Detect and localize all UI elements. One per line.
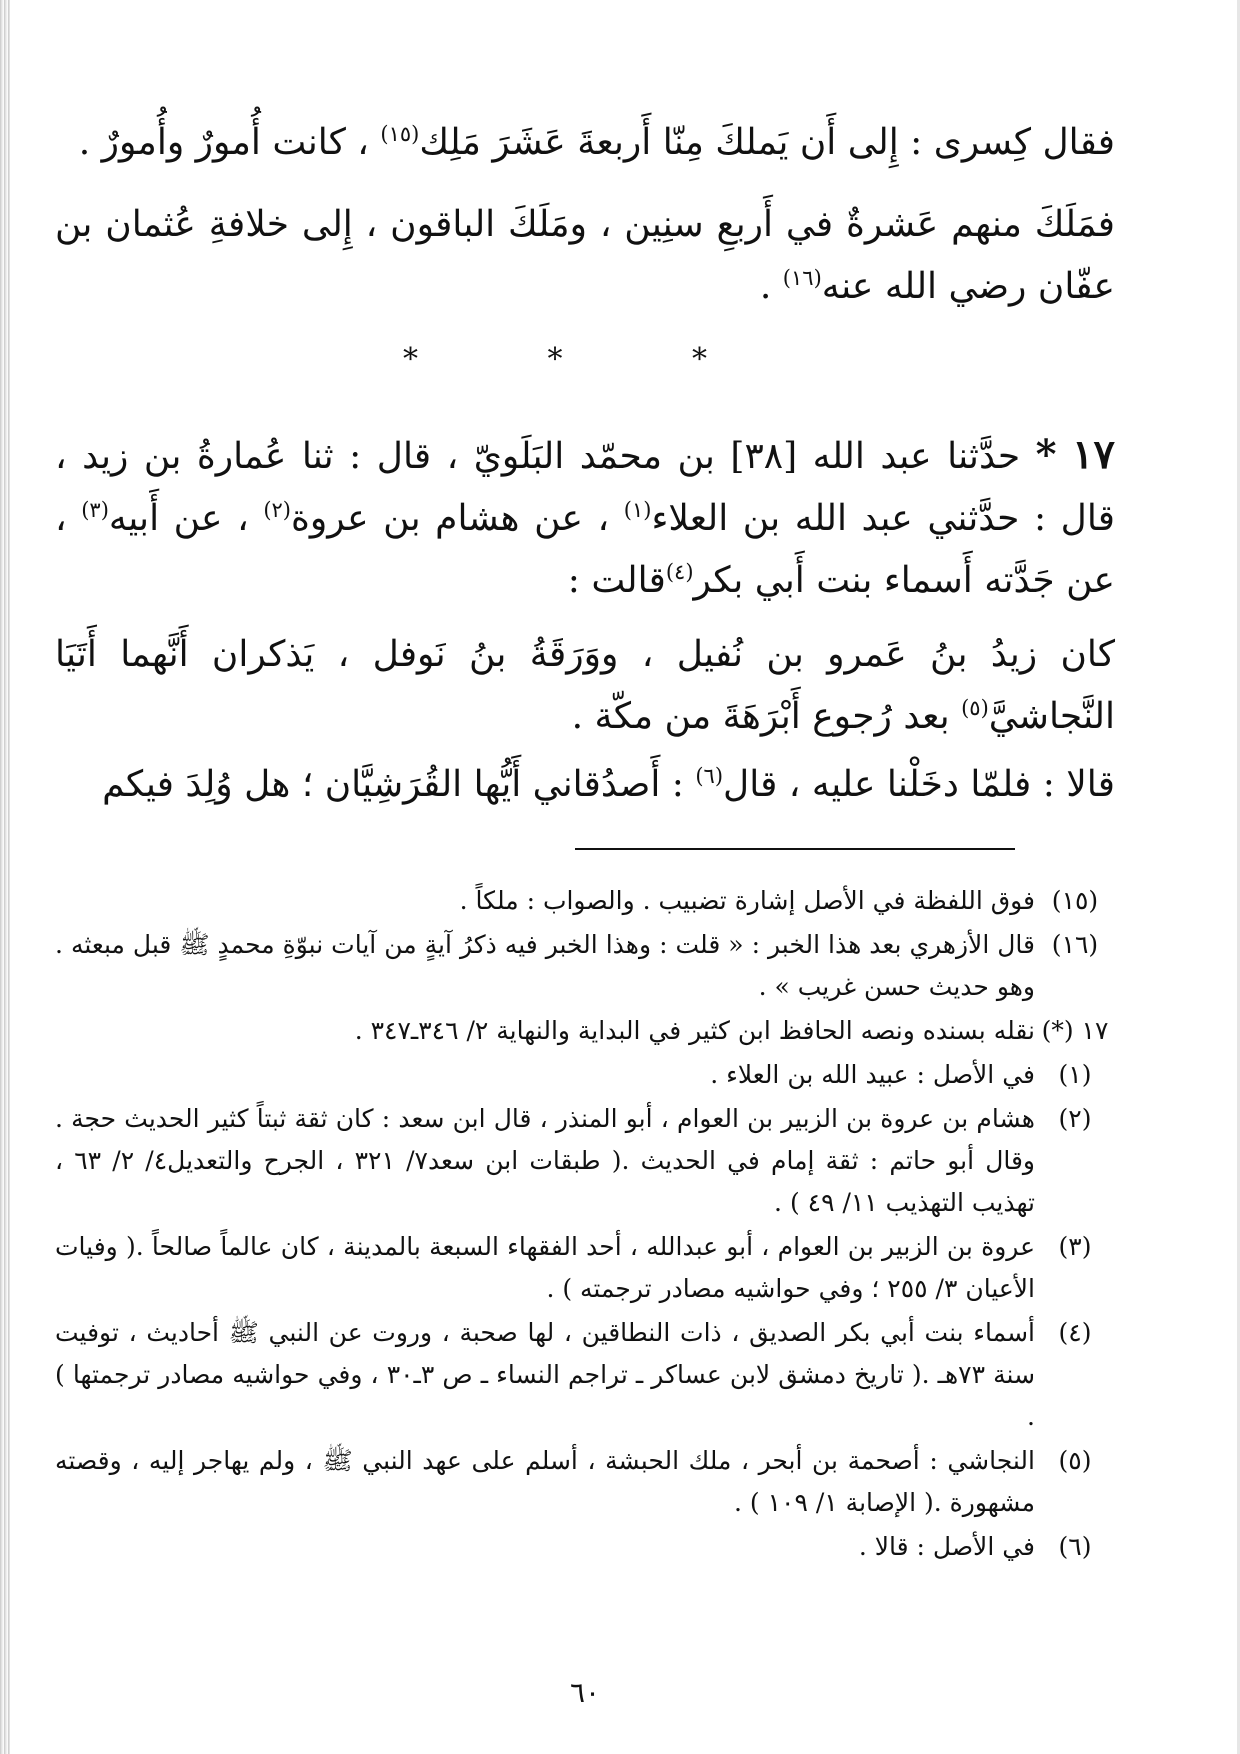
isnad-text-4: ، عن جَدَّته أَسماء بنت أَبي بكر bbox=[55, 498, 1115, 601]
body-text-2: بعد رُجوع أَبْرَهَةَ من مكّة . bbox=[571, 696, 962, 737]
body-text-1: كان زيدُ بنُ عَمرو بن نُفيل ، ووَرَقَةُ بنُ نَوفل ، يَذكران أَنَّهما أَتَيَا النَّجاشيَّ bbox=[55, 634, 1115, 737]
book-page bbox=[55, 0, 1115, 1754]
footnote-6 bbox=[55, 1526, 1115, 1568]
footnote-number: (١) bbox=[1058, 1060, 1092, 1089]
footnote-ref-4[interactable]: (٤) bbox=[665, 560, 694, 584]
paragraph-17-isnad bbox=[55, 424, 1115, 612]
footnote-ref-6[interactable]: (٦) bbox=[695, 764, 724, 788]
paragraph-15-text: فقال كِسرى : إِلى أَن يَملكَ مِنّا أَربعةَ عَشَرَ مَلِك bbox=[419, 122, 1115, 163]
paragraph-16-text: فمَلَكَ منهم عَشرةٌ في أَربعِ سنِين ، ومَلَكَ الباقون ، إِلى خلافةِ عُثمان بن عفّان رضي الله عنه bbox=[55, 204, 1115, 307]
footnote-number: (٢) bbox=[1058, 1104, 1092, 1133]
page-number: ٦٠ bbox=[569, 1676, 601, 1709]
footnote-number: (٦) bbox=[1058, 1532, 1092, 1561]
footnote-ref-16[interactable]: (١٦) bbox=[782, 266, 822, 290]
footnote-17-star bbox=[55, 1010, 1115, 1052]
footnote-number: (١٥) bbox=[1051, 886, 1099, 915]
footnote-text: في الأصل : عبيد الله بن العلاء . bbox=[710, 1060, 1035, 1089]
footnote-text: في الأصل : قالا . bbox=[858, 1532, 1035, 1561]
footnote-4 bbox=[55, 1312, 1115, 1438]
paragraph-17-body bbox=[55, 624, 1115, 748]
dialogue-text-2: : أَصدُقاني أَيُّها القُرَشِيَّان ؛ هل وُلِدَ فيكم bbox=[102, 764, 696, 805]
footnote-number: ١٧ (*) bbox=[1041, 1016, 1109, 1045]
footnote-separator-line bbox=[575, 848, 1015, 850]
footnote-text: نقله بسنده ونصه الحافظ ابن كثير في البداية والنهاية ٢/ ٣٤٦ـ٣٤٧ . bbox=[354, 1016, 1035, 1045]
section-separator-stars: * * * bbox=[402, 342, 768, 377]
paragraph-15-tail: ، كانت أُمورٌ وأُمورٌ . bbox=[78, 122, 381, 163]
footnote-1 bbox=[55, 1054, 1115, 1096]
footnote-ref-1[interactable]: (١) bbox=[623, 498, 652, 522]
footnote-number: (٤) bbox=[1058, 1318, 1092, 1347]
footnote-16 bbox=[55, 924, 1115, 1008]
isnad-text-3: ، عن أَبيه bbox=[108, 498, 264, 539]
footnotes-section bbox=[55, 880, 1115, 1570]
paragraph-16 bbox=[55, 194, 1115, 318]
footnote-ref-15[interactable]: (١٥) bbox=[380, 122, 420, 146]
footnote-number: (١٦) bbox=[1051, 930, 1099, 959]
hadith-number: ١٧ bbox=[1072, 431, 1115, 478]
footnote-text: النجاشي : أصحمة بن أبحر ، ملك الحبشة ، أسلم على عهد النبي ﷺ ، ولم يهاجر إليه ، وقصته مشهورة .( الإصابة ١/ ١٠٩ ) . bbox=[55, 1446, 1035, 1517]
scan-edge-shadow bbox=[0, 0, 10, 1754]
footnote-text: عروة بن الزبير بن العوام ، أبو عبدالله ، أحد الفقهاء السبعة بالمدينة ، كان عالماً صالحاً .( وفيات الأعيان ٣/ ٢٥٥ ؛ وفي حواشيه مصادر ترجمته ) . bbox=[55, 1232, 1035, 1303]
isnad-text-5: قالت : bbox=[567, 560, 666, 601]
footnote-3 bbox=[55, 1226, 1115, 1310]
footnote-text: قال الأزهري بعد هذا الخبر : « قلت : وهذا الخبر فيه ذكرُ آيةٍ من آيات نبوّةِ محمدٍ ﷺ قبل مبعثه . وهو حديث حسن غريب » . bbox=[55, 930, 1035, 1001]
paragraph-17-dialogue bbox=[55, 754, 1115, 816]
asterisk-icon[interactable]: * bbox=[1035, 431, 1057, 478]
footnote-ref-5[interactable]: (٥) bbox=[961, 696, 989, 720]
footnote-2 bbox=[55, 1098, 1115, 1224]
footnote-number: (٥) bbox=[1058, 1446, 1092, 1475]
paragraph-15 bbox=[55, 112, 1115, 174]
isnad-text-1: حدَّثنا عبد الله [٣٨] بن محمّد البَلَويّ ، قال : ثنا عُمارةُ بن زيد ، قال : حدَّثني عبد الله بن العلاء bbox=[55, 436, 1116, 539]
dialogue-text-1: قالا : فلمّا دخَلْنا عليه ، قال bbox=[723, 764, 1115, 805]
footnote-ref-3[interactable]: (٣) bbox=[81, 498, 109, 522]
footnote-15 bbox=[55, 880, 1115, 922]
footnote-ref-2[interactable]: (٢) bbox=[263, 498, 291, 522]
isnad-text-2: ، عن هشام بن عروة bbox=[291, 498, 624, 539]
footnote-text: فوق اللفظة في الأصل إشارة تضبيب . والصواب : ملكاً . bbox=[459, 886, 1035, 915]
paragraph-16-tail: . bbox=[759, 266, 783, 307]
footnote-text: أسماء بنت أبي بكر الصديق ، ذات النطاقين ، لها صحبة ، وروت عن النبي ﷺ أحاديث ، توفيت سنة ٧٣هـ .( تاريخ دمشق لابن عساكر ـ تراجم النساء ـ ص ٣ـ٣٠ ، وفي حواشيه مصادر ترجمتها ) . bbox=[55, 1318, 1036, 1431]
footnote-text: هشام بن عروة بن الزبير بن العوام ، أبو المنذر ، قال ابن سعد : كان ثقة ثبتاً كثير الحديث حجة . وقال أبو حاتم : ثقة إمام في الحديث .( طبقات ابن سعد٧/ ٣٢١ ، الجرح والتعديل٤/ ٢/ ٦٣ ، تهذيب التهذيب ١١/ ٤٩ ) . bbox=[55, 1104, 1036, 1217]
footnote-number: (٣) bbox=[1058, 1232, 1092, 1261]
footnote-5 bbox=[55, 1440, 1115, 1524]
